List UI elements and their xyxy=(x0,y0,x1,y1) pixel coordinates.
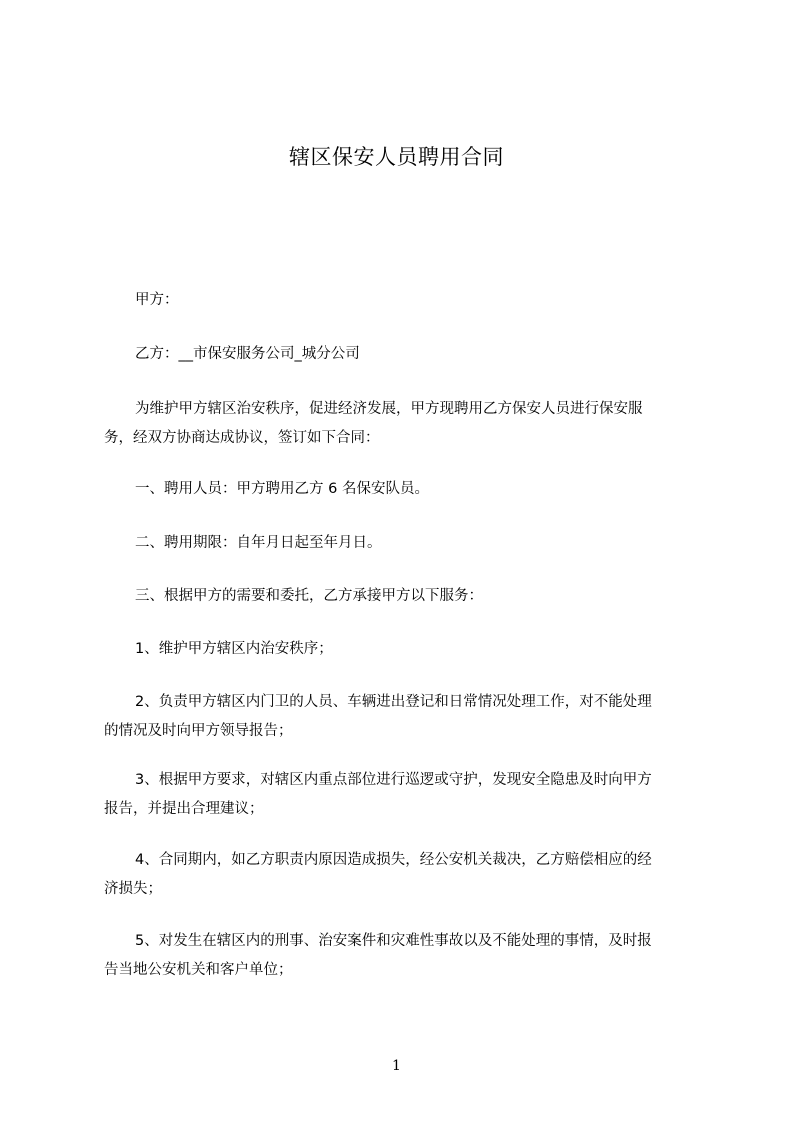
service-item-4 xyxy=(104,846,704,904)
clause-1-text: 一、聘用人员：甲方聘用乙方 6 名保安队员。 xyxy=(135,481,429,497)
party-b xyxy=(104,340,704,369)
party-b-text: 乙方：__市保安服务公司_城分公司 xyxy=(135,346,360,362)
service-item-2-line-2: 的情况及时向甲方领导报告； xyxy=(104,723,293,739)
intro-line-2: 务，经双方协商达成协议，签订如下合同： xyxy=(104,430,380,446)
service-item-2-line-1: 2、负责甲方辖区内门卫的人员、车辆进出登记和日常情况处理工作，对不能处理 xyxy=(135,694,652,710)
service-item-5-line-2: 告当地公安机关和客户单位； xyxy=(104,962,293,978)
clause-3 xyxy=(104,582,704,611)
service-item-3-line-1: 3、根据甲方要求，对辖区内重点部位进行巡逻或守护，发现安全隐患及时向甲方 xyxy=(135,772,652,788)
service-item-1 xyxy=(104,635,704,664)
page-number: 1 xyxy=(392,1058,401,1074)
clause-2 xyxy=(104,529,704,558)
service-item-1-text: 1、维护甲方辖区内治安秩序； xyxy=(135,641,333,657)
service-item-3-line-2: 报告，并提出合理建议； xyxy=(104,801,264,817)
service-item-5-line-1: 5、对发生在辖区内的刑事、治安案件和灾难性事故以及不能处理的事情，及时报 xyxy=(135,933,652,949)
clause-1 xyxy=(104,475,704,504)
intro-line-1: 为维护甲方辖区治安秩序，促进经济发展，甲方现聘用乙方保安人员进行保安服 xyxy=(135,401,643,417)
party-a-text: 甲方： xyxy=(135,292,179,308)
party-a xyxy=(104,286,704,315)
intro-paragraph xyxy=(104,395,704,453)
clause-2-text: 二、聘用期限：自年月日起至年月日。 xyxy=(135,535,382,551)
service-item-4-line-2: 济损失； xyxy=(104,881,162,897)
service-item-4-line-1: 4、合同期内，如乙方职责内原因造成损失，经公安机关裁决，乙方赔偿相应的经 xyxy=(135,852,652,868)
service-item-2 xyxy=(104,688,704,746)
document-title: 辖区保安人员聘用合同 xyxy=(289,145,504,169)
service-item-3 xyxy=(104,766,704,824)
service-item-5 xyxy=(104,927,704,985)
clause-3-text: 三、根据甲方的需要和委托，乙方承接甲方以下服务： xyxy=(135,588,483,604)
